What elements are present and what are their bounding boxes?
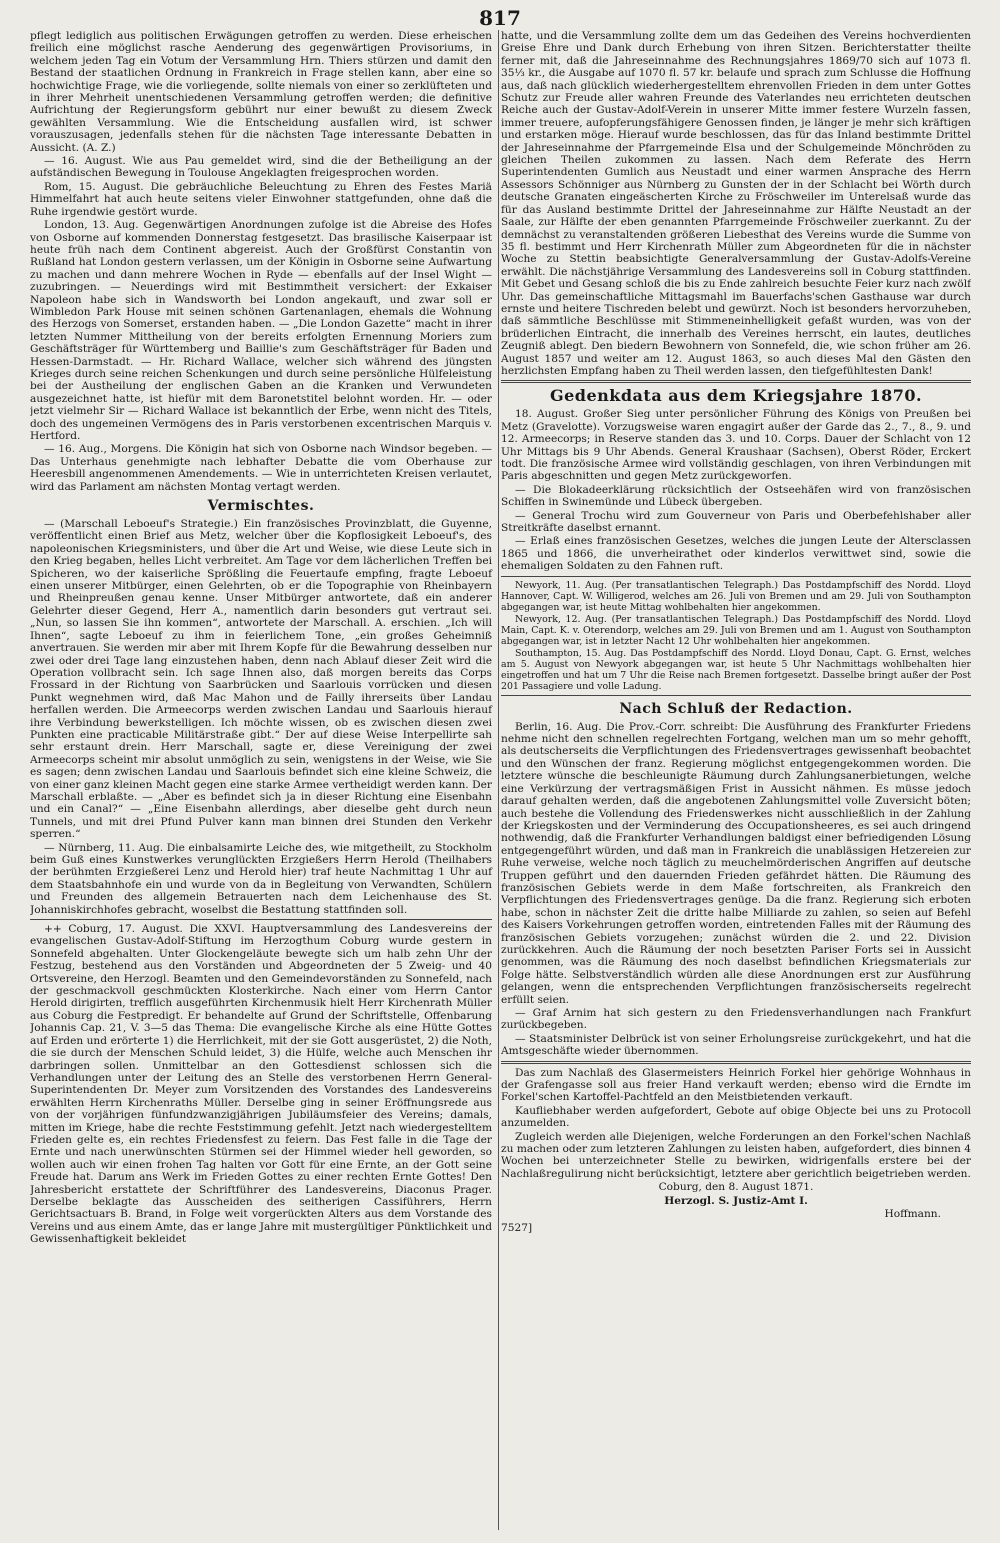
article-paragraph: — Erlaß eines französischen Gesetzes, welches die jungen Leute der Altersclassen 1865 und 1866, die unverheirathet oder kinderlos verwittwet sind, sowie die ehemaligen Soldaten zu den Fahnen ruft. xyxy=(501,535,971,573)
shipping-notice: Newyork, 11. Aug. (Per transatlantischen Telegraph.) Das Postdampfschiff des Nordd. Lloyd Hannover, Capt. W. Willigerod, welches am 26. Juli von Bremen und am 29. Juli von Southampton abgegangen war, ist heute Mittag wohlbehalten hier angekommen. xyxy=(501,579,971,613)
page-number: 817 xyxy=(479,6,521,30)
notice-number: 7527] xyxy=(501,1221,533,1234)
article-paragraph: — 16. Aug., Morgens. Die Königin hat sich von Osborne nach Windsor begeben. — Das Unterhaus genehmigte nach lebhafter Debatte die vom Oberhause zur Heeresbill angenommenen Amendements. — Wie in unterrichteten Kreisen verlautet, wird das Parlament am nächsten Montag vertagt werden. xyxy=(30,443,492,493)
article-paragraph: pflegt lediglich aus politischen Erwägungen getroffen zu werden. Diese erheischen freilich eine möglichst rasche Aenderung des gegenwärtigen Provisoriums, in welchem jeden Tag ein Votum der Versammlung Hrn. Thiers stürzen und damit den Bestand der staatlichen Ordnung in Frankreich in Frage stellen kann, aber eine so hochwichtige Frage, wie die vorliegende, sollte niemals von einer so zerklüfteten und in ihrer Mehrheit unentschiedenen Versammlung getroffen werden; die definitive Aufrichtung der Regierungsform gebührt nur einer bewußt zu diesem Zweck gewählten Versammlung. Wie die Entscheidung ausfallen wird, ist schwer vorauszusagen, jedenfalls stehen für die nächsten Tage interessante Debatten in Aussicht. (A. Z.) xyxy=(30,30,492,154)
article-paragraph: Rom, 15. August. Die gebräuchliche Beleuchtung zu Ehren des Festes Mariä Himmelfahrt hat auch heute seitens vieler Einwohner stattgefunden, ohne daß die Ruhe irgendwie gestört wurde. xyxy=(30,180,492,218)
article-paragraph: — Die Blokadeerklärung rücksichtlich der Ostseehäfen wird von französischen Schiffen in Swinemünde und Lübeck übergeben. xyxy=(501,483,971,509)
notice-signature: Hoffmann. xyxy=(884,1208,941,1221)
notice-authority: Herzogl. S. Justiz-Amt I. xyxy=(664,1194,808,1207)
divider xyxy=(30,919,492,920)
section-heading-vermischtes: Vermischtes. xyxy=(207,498,315,515)
notice-paragraph: Das zum Nachlaß des Glasermeisters Heinrich Forkel hier gehörige Wohnhaus in der Grafengasse soll aus freier Hand verkauft werden; ebenso wird die Erndte im Forkel'schen Kartoffel-Pachtfeld an den Meistbietenden verkauft. xyxy=(501,1066,971,1104)
article-paragraph: — General Trochu wird zum Gouverneur von Paris und Oberbefehlshaber aller Streitkräfte daselbst ernannt. xyxy=(501,509,971,535)
shipping-notice: Newyork, 12. Aug. (Per transatlantischen Telegraph.) Das Postdampfschiff des Nordd. Lloyd Main, Capt. K. v. Oterendorp, welches am 29. Juli von Bremen und am 1. August von Southampton abgegangen war, ist in letzter Nacht 12 Uhr wohlbehalten hier angekommen. xyxy=(501,613,971,647)
divider xyxy=(501,576,971,577)
divider xyxy=(501,380,971,383)
article-paragraph-coburg: ++ Coburg, 17. August. Die XXVI. Hauptversammlung des Landesvereins der evangelischen Gustav-Adolf-Stiftung im Herzogthum Coburg wurde gestern in Sonnefeld abgehalten. Unter Glockengeläute bewegte sich um halb zehn Uhr der Festzug, bestehend aus den Vorständen und Abgeordneten der 5 Zweig- und 40 Ortsvereine, den Herzogl. Beamten und den Gemeindevorständen zu Sonnefeld, nach der geschmackvoll geschmückten Klosterkirche. Nach einer vom Herrn Cantor Herold dirigirten, trefflich ausgeführten Kirchenmusik hielt Herr Kirchenrath Müller aus Coburg die Festpredigt. Er behandelte auf Grund der Schriftstelle, Offenbarung Johannis Cap. 21, V. 3—5 das Thema: Die evangelische Kirche als eine Hütte Gottes auf Erden und erörterte 1) die Herrlichkeit, mit der sie Gott ausgerüstet, 2) die Noth, die sie durch der Menschen Schuld leidet, 3) die Hülfe, welche auch Menschen ihr darbringen sollen. Unmittelbar an den Gottesdienst schlossen sich die Verhandlungen unter der Leitung des an Stelle des verstorbenen Herrn General-Superintendenten Dr. Meyer zum Vorsitzenden des Vorstandes des Landesvereins erwählten Herrn Kirchenraths Müller. Derselbe ging in seiner Eröffnungsrede aus von der vorjährigen fünfundzwanzigjährigen Jubiläumsfeier des Vereins; damals, mitten im Kriege, habe die rechte Feststimmung gefehlt. Jetzt nach wiedergestelltem Frieden gelte es, ein rechtes Friedensfest zu feiern. Das Fest falle in die Tage der Ernte und nach unerwünschten Stürmen sei der Himmel wieder hell geworden, so wollen auch wir einen frohen Tag halten vor Gott für eine Ernte, an der Gott seine Freude hat. Darum ans Werk im Frieden Gottes zu einer rechten Ernte Gottes! Den Jahresbericht erstattete der Schriftführer des Landesvereins, Diaconus Prager. Derselbe beklagte das Ausscheiden des seitherigen Cassiführers, Herrn Gerichtsactuars B. Brand, in Folge weit vorgerückten Alters aus dem Vorstande des Vereins und aus einem Amte, das er lange Jahre mit mustergültiger Pünktlichkeit und Gewissenhaftigkeit bekleidet xyxy=(30,923,492,1246)
divider xyxy=(501,695,971,696)
section-heading-nach-schluss: Nach Schluß der Redaction. xyxy=(619,700,853,717)
notice-paragraph: Zugleich werden alle Diejenigen, welche Forderungen an den Forkel'schen Nachlaß zu machen oder zum letzteren Zahlungen zu leisten haben, aufgefordert, dies binnen 4 Wochen bei unterzeichneter Stelle zu bewirken, widrigenfalls erstere bei der Nachlaßregulirung nicht berücksichtigt, letztere aber gerichtlich beigetrieben werden. xyxy=(501,1130,971,1180)
divider xyxy=(501,1061,971,1064)
article-paragraph: 18. August. Großer Sieg unter persönlicher Führung des Königs von Preußen bei Metz (Gravelotte). Vorzugsweise waren engagirt außer der Garde das 2., 7., 8., 9. und 12. Armeecorps; in Reserve standen das 3. und 10. Corps. Dauer der Schlacht von 12 Uhr Mittags bis 9 Uhr Abends. General Kraushaar (Sachsen), Oberst Röder, Erckert todt. Die französische Armee wird vollständig geschlagen, von ihren Verbindungen mit Paris abgeschnitten und gegen Metz zurückgeworfen. xyxy=(501,408,971,483)
right-column xyxy=(501,30,971,1530)
article-paragraph: Berlin, 16. Aug. Die Prov.-Corr. schreibt: Die Ausführung des Frankfurter Friedens nehme nicht den schnellen regelrechten Fortgang, welchen man um so mehr gehofft, als deutscherseits die Verpflichtungen des Friedensvertrages gewissenhaft beobachtet und den Wünschen der franz. Regierung möglichst entgegengekommen worden. Die letztere wünsche die beschleunigte Räumung durch Zahlungsanerbietungen, welche eine Verkürzung der vertragsmäßigen Frist in Aussicht nähmen. Es müsse jedoch darauf gehalten werden, daß die angebotenen Zahlungsmittel volle Zuversicht böten; auch bestehe die Vollendung des Friedenswerkes nicht ausschließlich in der Zahlung der Kriegskosten und der Verminderung des Occupationsheeres, es sei auch dringend nothwendig, daß die Frankfurter Verhandlungen baldigst einer befriedigenden Lösung entgegengeführt würden, und daß man in Frankreich die unablässigen Hetzereien zur Ruhe verweise, welche noch täglich zu meuchelmörderischen Angriffen auf deutsche Truppen geführt und den dauernden Frieden gefährdet hätten. Die Räumung des französischen Gebiets werde in dem Maße fortschreiten, als Frankreich den Verpflichtungen des Friedensvertrages genüge. Da die franz. Regierung sich erboten habe, schon in nächster Zeit die dritte halbe Milliarde zu zahlen, so seien auf Befehl des Kaisers Vorkehrungen getroffen worden, eintretenden Falles mit der Räumung des französischen Gebiets vorzugehen; zunächst würden die 2. und 22. Division zurückkehren. Auch die Räumung der noch besetzten Pariser Forts sei in Aussicht genommen, was die Räumung des noch daselbst befindlichen Kriegsmaterials zur Folge hätte. Selbstverständlich würden alle diese Anordnungen erst zur Ausführung gelangen, wenn die entsprechenden Verpflichtungen französischerseits regelrecht erfüllt seien. xyxy=(501,720,971,1006)
article-paragraph: — Graf Arnim hat sich gestern zu den Friedensverhandlungen nach Frankfurt zurückbegeben. xyxy=(501,1007,971,1032)
article-paragraph: — 16. August. Wie aus Pau gemeldet wird, sind die der Betheiligung an der aufständischen Bewegung in Toulouse Angeklagten freigesprochen worden. xyxy=(30,155,492,180)
article-paragraph: hatte, und die Versammlung zollte dem um das Gedeihen des Vereins hochverdienten Greise Ehre und Dank durch Erhebung von ihren Sitzen. Berichterstatter theilte ferner mit, daß die Jahreseinnahme des Rechnungsjahres 1869/70 sich auf 1073 fl. 35⅓ kr., die Ausgabe auf 1070 fl. 57 kr. belaufe und sprach zum Schlusse die Hoffnung aus, daß nach glücklich wiederhergestelltem ehrenvollen Frieden in dem unter Gottes Schutz zur Freude aller wahren Freunde des Vaterlandes neu errichteten deutschen Reiche auch der Gustav-Adolf-Verein in unserer Mitte immer festere Wurzeln fassen, immer treuere, aufopferungsfähigere Genossen finden, je länger je mehr sich kräftigen und erstarken möge. Hierauf wurde beschlossen, das für das Inland bestimmte Drittel der Jahreseinnahme der Pfarrgemeinde Elsa und der Schulgemeinde Mönchröden zu gleichen Theilen zukommen zu lassen. Nach dem Referate des Herrn Superintendenten Gumlich aus Neustadt und einer warmen Ansprache des Herrn Assessors Schönniger aus Nürnberg zu Gunsten der in der Schlacht bei Wörth durch deutsche Granaten eingeäscherten Kirche zu Fröschweiler im Unterelsaß wurde das für das Ausland bestimmte Drittel der Jahreseinnahme zur Hälfte Neustadt an der Saale, zur Hälfte der eben genannten Pfarrgemeinde Fröschweiler zuerkannt. Zu der demnächst zu veranstaltenden größeren Liebesthat des Vereins wurde die Summe von 35 fl. bestimmt und Herr Kirchenrath Müller zum Abgeordneten für die in nächster Woche zu Stettin beabsichtigte Generalversammlung der Gustav-Adolfs-Vereine erwählt. Die nächstjährige Versammlung des Landesvereins soll in Coburg stattfinden. Mit Gebet und Gesang schloß die bis zu Ende zahlreich besuchte Feier kurz nach zwölf Uhr. Das gemeinschaftliche Mittagsmahl im Bauerfachs'schen Gasthause war durch ernste und heitere Tischreden belebt und gewürzt. Noch ist besonders hervorzuheben, daß sämmtliche Beschlüsse mit Stimmeneinhelligkeit gefaßt wurden, was von der brüderlichen Eintracht, die innerhalb des Vereines herrscht, ein lautes, deutliches Zeugniß ablegt. Den biedern Bewohnern von Sonnefeld, die, wie schon früher am 26. August 1857 und weiter am 12. August 1863, so auch dieses Mal den Gästen den herzlichsten Empfang haben zu Theil werden lassen, den tiefgefühltesten Dank! xyxy=(501,30,971,377)
left-column xyxy=(30,30,499,1530)
article-paragraph: — (Marschall Leboeuf's Strategie.) Ein französisches Provinzblatt, die Guyenne, veröffentlicht einen Brief aus Metz, welcher über die Kopflosigkeit Leboeuf's, des napoleonischen Kriegsministers, und über die Art und Weise, wie diese Leute sich in den Krieg begaben, helles Licht verbreitet. Am Tage vor dem lächerlichen Treffen bei Spicheren, wo der kaiserliche Sprößling die Feuertaufe empfing, fragte Leboeuf einen unserer Mitbürger, einen Gelehrten, ob er die Topographie von Rheinbayern und Rheinpreußen genau kenne. Unser Mitbürger antwortete, daß ein anderer Gelehrter dieser Gegend, Herr A., namentlich darin besonders gut vertraut sei. „Nun, so lassen Sie ihn kommen“, antwortete der Marschall. A. erschien. „Ich will Ihnen“, sagte Leboeuf zu ihm in feierlichem Tone, „ein großes Geheimniß anvertrauen. Sie werden mir aber mit Ihrem Kopfe für die Bewahrung desselben nur zwei oder drei Tage lang einzustehen haben, denn nach Ablauf dieser Zeit wird die Operation vollbracht sein. Ich sage Ihnen also, daß morgen bereits das Corps Frossard in der Richtung von Saarbrücken und Saarlouis vorrücken und diesen Punkt wegnehmen wird, daß Mac Mahon und de Failly ihrerseits über Landau herfallen werden. Die Armeecorps werden zwischen Landau und Saarlouis hierauf ihre Verbindung bewerkstelligen. Ich möchte wissen, ob es zwischen diesen zwei Punkten eine practicable Militärstraße gibt.“ Der auf diese Weise Interpellirte sah sehr erstaunt drein. Herr Marschall, sagte er, diese Vereinigung der zwei Armeecorps scheint mir absolut unmöglich zu sein, wenigstens in der Weise, wie Sie es sagen; denn zwischen Landau und Saarlouis befindet sich eine kleine Schweiz, die von einer ganz kleinen Macht gegen eine starke Armee vertheidigt werden kann. Der Marschall erblaßte. — „Aber es befindet sich ja in dieser Richtung eine Eisenbahn und ein Canal?“ — „Eine Eisenbahn allerdings, aber dieselbe geht durch neun Tunnels, und mit drei Pfund Pulver kann man binnen drei Stunden den Verkehr sperren.“ xyxy=(30,518,492,841)
shipping-notice: Southampton, 15. Aug. Das Postdampfschiff des Nordd. Lloyd Donau, Capt. G. Ernst, welches am 5. August von Newyork abgegangen war, ist heute 5 Uhr Nachmittags wohlbehalten hier eingetroffen und hat um 7 Uhr die Reise nach Bremen fortgesetzt. Dasselbe bringt außer der Post 201 Passagiere und volle Ladung. xyxy=(501,647,971,692)
notice-paragraph: Kaufliebhaber werden aufgefordert, Gebote auf obige Objecte bei uns zu Protocoll anzumelden. xyxy=(501,1104,971,1130)
article-paragraph: — Staatsminister Delbrück ist von seiner Erholungsreise zurückgekehrt, und hat die Amtsgeschäfte wieder übernommen. xyxy=(501,1032,971,1058)
notice-date: Coburg, den 8. August 1871. xyxy=(658,1181,814,1194)
article-paragraph: — Nürnberg, 11. Aug. Die einbalsamirte Leiche des, wie mitgetheilt, zu Stockholm beim Guß eines Kunstwerkes verunglückten Erzgießers Herrn Herold (Theilhabers der berühmten Erzgießerei Lenz und Herold hier) traf heute Nachmittag 1 Uhr auf dem Staatsbahnhofe ein und wurde von da in Begleitung von Verwandten, Schülern und Freunden des allgemein Betrauerten nach dem Leichenhause des St. Johanniskirchhofes gebracht, woselbst die Bestattung stattfinden soll. xyxy=(30,841,492,916)
article-paragraph: London, 13. Aug. Gegenwärtigen Anordnungen zufolge ist die Abreise des Hofes von Osborne auf kommenden Donnerstag festgesetzt. Das brasilische Kaiserpaar ist heute früh nach dem Continent abgereist. Auch der Großfürst Constantin von Rußland hat London gestern verlassen, um der Königin in Osborne seine Aufwartung zu machen und dann mehrere Wochen in Ryde — ebenfalls auf der Insel Wight — zuzubringen. — Neuerdings wird mit Bestimmtheit versichert: der Exkaiser Napoleon habe sich in Wandsworth bei London angekauft, und zwar soll er Wimbledon Park House mit seinen schönen Gartenanlagen, ehemals die Wohnung des Herzogs von Somerset, erstanden haben. — „Die London Gazette“ macht in ihrer letzten Nummer Mittheilung von der bereits erfolgten Ernennung Moriers zum Geschäftsträger für Württemberg und Baillie's zum Geschäftsträger für Baden und Hessen-Darmstadt. — Hr. Richard Wallace, welcher sich während des jüngsten Krieges durch seine reichen Schenkungen und durch seine persönliche Hülfeleistung bei der Austheilung der englischen Gaben an die Kranken und Verwundeten ausgezeichnet hatte, ist hiefür mit dem Baronetstitel belohnt worden. Hr. — oder jetzt vielmehr Sir — Richard Wallace ist bekanntlich der Erbe, wenn nicht des Titels, doch des ungemeinen Vermögens des in Paris verstorbenen excentrischen Marquis v. Hertford. xyxy=(30,219,492,442)
section-heading-gedenkdata: Gedenkdata aus dem Kriegsjahre 1870. xyxy=(549,386,923,406)
